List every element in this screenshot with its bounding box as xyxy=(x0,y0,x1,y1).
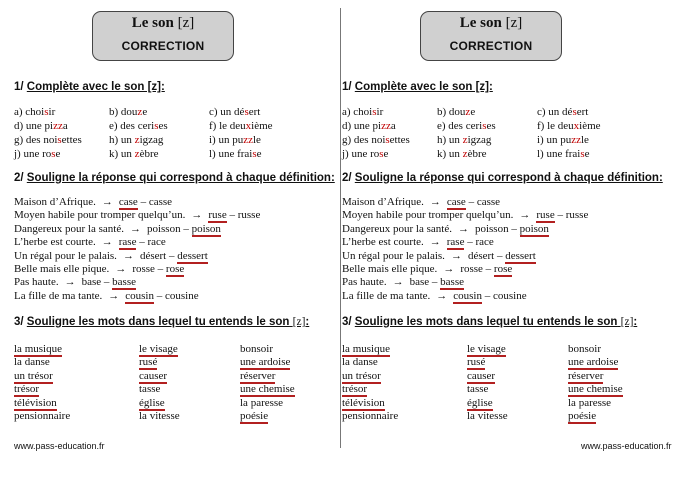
item-prefix: d) une pi xyxy=(342,120,382,132)
item-answer: s xyxy=(379,148,384,160)
ex1-item xyxy=(437,134,491,147)
word: télévision xyxy=(14,396,57,409)
item-suffix: a xyxy=(390,120,396,132)
arrow-icon: → xyxy=(436,289,448,302)
choice-b: race xyxy=(475,236,494,249)
item-answer: s xyxy=(154,120,159,132)
choice-b: cousine xyxy=(493,289,527,302)
item-suffix: e xyxy=(55,148,61,160)
choice-b: russe xyxy=(237,209,261,222)
item-answer: s xyxy=(572,106,577,118)
exercise-number: 3/ xyxy=(14,316,24,328)
word-item xyxy=(568,356,618,369)
choice-a: ruse xyxy=(208,209,227,222)
definition-text: L’herbe est courte. xyxy=(342,236,424,249)
word-item xyxy=(568,383,623,396)
instruction-ipa: [z] xyxy=(292,316,306,328)
choice-b: rose xyxy=(493,263,513,275)
definition-line: Belle mais elle pique. → rosse – rose xyxy=(14,263,185,275)
item-prefix: j) une ro xyxy=(342,148,380,160)
definition-text: Pas haute. xyxy=(14,276,59,289)
item-suffix: e xyxy=(383,148,389,160)
item-prefix: e) des ceri xyxy=(109,120,155,132)
word-item xyxy=(467,343,506,356)
header-box xyxy=(420,11,562,61)
ex1-item xyxy=(14,148,60,161)
choice-b: poison xyxy=(519,222,549,235)
word-item xyxy=(139,383,160,396)
definition-text: Pas haute. xyxy=(342,276,387,289)
definition-line: Moyen habile pour tromper quelqu’un. → ruse – russe xyxy=(14,209,261,222)
definition-line: Maison d’Afrique. → case – casse xyxy=(342,196,501,208)
definition-text: Maison d’Afrique. xyxy=(342,196,424,208)
ex1-item xyxy=(342,120,396,133)
ex1-item xyxy=(109,106,147,119)
exercise-3-title xyxy=(342,316,637,328)
choice-b: casse xyxy=(148,196,173,208)
word-item xyxy=(139,397,165,410)
ex1-item xyxy=(342,148,388,161)
item-suffix: ir xyxy=(376,106,384,118)
choice-a: désert xyxy=(467,249,495,262)
title-text: Le son xyxy=(131,15,174,31)
title-ipa: [z] xyxy=(505,15,523,31)
word: bonsoir xyxy=(240,343,273,355)
item-suffix: e xyxy=(142,106,148,118)
word: poésie xyxy=(240,410,269,422)
word: une ardoise xyxy=(240,356,291,369)
arrow-icon: → xyxy=(129,222,141,235)
word-item xyxy=(14,343,62,356)
item-answer: zz xyxy=(571,134,581,146)
item-prefix: f) le deu xyxy=(537,120,574,132)
ex1-item xyxy=(537,134,589,147)
item-prefix: h) un xyxy=(109,134,135,146)
item-answer: s xyxy=(44,106,49,118)
word: une chemise xyxy=(240,383,295,396)
word-item xyxy=(240,410,268,423)
choice-b: poison xyxy=(191,222,221,235)
word-item xyxy=(342,370,381,383)
instruction-colon: : xyxy=(305,316,310,328)
word-item xyxy=(139,356,157,369)
choice-a: rase xyxy=(446,236,465,249)
definition-text: Un régal pour le palais. xyxy=(14,249,117,262)
choice-a: base xyxy=(409,276,430,289)
word: pensionnaire xyxy=(14,410,71,422)
exercise-number: 1/ xyxy=(14,81,24,93)
item-answer: s xyxy=(385,134,390,146)
item-suffix: e xyxy=(256,148,262,160)
choice-a: rosse xyxy=(460,263,483,275)
item-prefix: b) dou xyxy=(437,106,466,118)
definition-line: L’herbe est courte. → rase – race xyxy=(14,236,166,249)
item-suffix: ième xyxy=(251,120,273,132)
ex1-item xyxy=(109,120,168,133)
choice-b: basse xyxy=(440,276,464,289)
item-answer: s xyxy=(244,106,249,118)
arrow-icon: → xyxy=(519,209,531,222)
definition-line: La fille de ma tante. → cousin – cousine xyxy=(14,289,199,302)
item-answer: s xyxy=(51,148,56,160)
page-title xyxy=(93,16,233,31)
definition-text: La fille de ma tante. xyxy=(342,289,431,302)
footer-url: www.pass-education.fr xyxy=(14,441,105,451)
title-ipa: [z] xyxy=(177,15,195,31)
worksheet-right xyxy=(328,0,668,480)
choice-b: race xyxy=(147,236,166,249)
arrow-icon: → xyxy=(392,276,404,289)
item-answer: z xyxy=(137,106,143,118)
word: le visage xyxy=(467,343,506,355)
word-item xyxy=(139,343,178,356)
word: rusé xyxy=(467,356,486,369)
definition-text: Belle mais elle pique. xyxy=(14,263,110,275)
arrow-icon: → xyxy=(115,263,127,275)
exercise-number: 2/ xyxy=(14,172,24,184)
item-prefix: j) une ro xyxy=(14,148,52,160)
definition-line: Dangereux pour la santé. → poisson – poison xyxy=(342,222,549,235)
exercise-2-title xyxy=(14,172,335,184)
item-suffix: ert xyxy=(576,106,589,118)
word-item xyxy=(568,370,603,383)
definition-line: Un régal pour le palais. → désert – dessert xyxy=(14,249,208,262)
word: poésie xyxy=(568,410,597,422)
item-prefix: b) dou xyxy=(109,106,138,118)
item-answer: s xyxy=(252,148,257,160)
definition-text: Moyen habile pour tromper quelqu’un. xyxy=(342,209,514,222)
arrow-icon: → xyxy=(429,196,441,208)
item-prefix: d) une pi xyxy=(14,120,54,132)
word-item xyxy=(342,410,398,423)
word-item xyxy=(467,383,488,396)
exercise-instruction: Souligne la réponse qui correspond à chaque définition: xyxy=(354,172,663,184)
choice-b: cousine xyxy=(165,289,199,302)
choice-b: basse xyxy=(112,276,136,289)
item-answer: z xyxy=(465,106,471,118)
word: bonsoir xyxy=(568,343,601,355)
instruction-text: Souligne les mots dans lequel tu entends le son xyxy=(354,316,618,328)
arrow-icon: → xyxy=(457,222,469,235)
word: tasse xyxy=(467,383,489,396)
item-suffix: ième xyxy=(579,120,601,132)
definition-text: L’herbe est courte. xyxy=(14,236,96,249)
arrow-icon: → xyxy=(101,196,113,208)
definition-text: Un régal pour le palais. xyxy=(342,249,445,262)
item-prefix: i) un pu xyxy=(537,134,572,146)
choice-b: dessert xyxy=(505,249,536,262)
choice-a: rase xyxy=(118,236,137,249)
item-answer: z xyxy=(134,148,140,160)
choice-b: dessert xyxy=(177,249,208,262)
exercise-1-title xyxy=(342,81,493,93)
item-answer: x xyxy=(245,120,252,132)
word-item xyxy=(342,397,385,410)
word-item xyxy=(14,410,70,423)
item-prefix: l) une frai xyxy=(537,148,581,160)
arrow-icon: → xyxy=(443,263,455,275)
item-answer: z xyxy=(134,134,140,146)
word: rusé xyxy=(139,356,158,369)
ex1-item xyxy=(537,148,590,161)
word-item xyxy=(568,343,601,356)
item-suffix: e xyxy=(470,106,476,118)
definition-text: Dangereux pour la santé. xyxy=(14,222,124,235)
word-item xyxy=(240,397,283,410)
word-item xyxy=(342,356,378,369)
instruction-text: Souligne les mots dans lequel tu entends le son xyxy=(26,316,290,328)
word: la vitesse xyxy=(467,410,508,422)
exercise-number: 2/ xyxy=(342,172,352,184)
item-prefix: k) un xyxy=(109,148,135,160)
choice-a: poisson xyxy=(146,222,181,235)
word-item xyxy=(14,397,57,410)
word: la vitesse xyxy=(139,410,180,422)
ex1-item xyxy=(537,106,588,119)
word: la danse xyxy=(342,356,378,369)
word-item xyxy=(467,410,508,423)
item-suffix: igzag xyxy=(139,134,164,146)
word-item xyxy=(240,370,275,383)
exercise-1-title xyxy=(14,81,165,93)
word: église xyxy=(139,396,165,409)
item-prefix: i) un pu xyxy=(209,134,244,146)
item-suffix: èbre xyxy=(139,148,159,160)
item-answer: zz xyxy=(53,120,63,132)
word: la paresse xyxy=(568,396,612,409)
word-item xyxy=(139,370,167,383)
item-prefix: l) une frai xyxy=(209,148,253,160)
arrow-icon: → xyxy=(122,249,134,262)
header-box xyxy=(92,11,234,61)
choice-b: casse xyxy=(476,196,501,208)
definition-line: L’herbe est courte. → rase – race xyxy=(342,236,494,249)
word-item xyxy=(568,397,611,410)
definition-line: Maison d’Afrique. → case – casse xyxy=(14,196,173,208)
word: la musique xyxy=(14,343,62,355)
word: une ardoise xyxy=(568,356,619,369)
word: trésor xyxy=(14,383,40,396)
choice-a: ruse xyxy=(536,209,555,222)
choice-b: russe xyxy=(565,209,589,222)
word: église xyxy=(467,396,493,409)
choice-a: désert xyxy=(139,249,167,262)
word: une chemise xyxy=(568,383,623,396)
definition-line: Pas haute. → base – basse xyxy=(14,276,136,289)
ex1-item xyxy=(437,120,496,133)
word-item xyxy=(342,343,390,356)
item-answer: s xyxy=(482,120,487,132)
ex1-item xyxy=(109,134,163,147)
ex1-item xyxy=(209,106,260,119)
item-answer: z xyxy=(462,134,468,146)
exercise-instruction: Complète avec le son [z]: xyxy=(354,81,493,93)
word-item xyxy=(467,356,485,369)
ex1-item xyxy=(14,120,68,133)
word-item xyxy=(240,356,290,369)
word-item xyxy=(14,370,53,383)
word-item xyxy=(14,356,50,369)
word: télévision xyxy=(342,396,385,409)
word: causer xyxy=(139,369,168,382)
ex1-item xyxy=(209,134,261,147)
item-suffix: ettes xyxy=(389,134,410,146)
ex1-item xyxy=(209,148,262,161)
definition-line: Un régal pour le palais. → désert – dessert xyxy=(342,249,536,262)
item-answer: s xyxy=(580,148,585,160)
exercise-instruction: Complète avec le son [z]: xyxy=(26,81,165,93)
item-answer: s xyxy=(57,134,62,146)
word: réserver xyxy=(568,369,604,382)
item-suffix: èbre xyxy=(467,148,487,160)
word: le visage xyxy=(139,343,178,355)
item-answer: zz xyxy=(243,134,253,146)
item-answer: x xyxy=(573,120,580,132)
item-answer: zz xyxy=(381,120,391,132)
item-suffix: le xyxy=(581,134,589,146)
ex1-item xyxy=(14,106,55,119)
choice-a: cousin xyxy=(453,289,482,302)
exercise-instruction: Souligne la réponse qui correspond à chaque définition: xyxy=(26,172,335,184)
ex1-item xyxy=(342,106,383,119)
word: pensionnaire xyxy=(342,410,399,422)
item-answer: s xyxy=(372,106,377,118)
item-suffix: e xyxy=(584,148,590,160)
choice-a: poisson xyxy=(474,222,509,235)
word-item xyxy=(240,343,273,356)
word: tasse xyxy=(139,383,161,396)
word: la danse xyxy=(14,356,50,369)
item-suffix: es xyxy=(486,120,496,132)
ex1-item xyxy=(437,148,487,161)
item-prefix: a) choi xyxy=(14,106,45,118)
page-title xyxy=(421,16,561,31)
definition-line: Dangereux pour la santé. → poisson – poison xyxy=(14,222,221,235)
definition-line: Belle mais elle pique. → rosse – rose xyxy=(342,263,513,275)
choice-b: rose xyxy=(165,263,185,275)
instruction-ipa: [z] xyxy=(620,316,634,328)
exercise-number: 3/ xyxy=(342,316,352,328)
arrow-icon: → xyxy=(108,289,120,302)
item-suffix: igzag xyxy=(467,134,492,146)
word: la paresse xyxy=(240,396,284,409)
word-item xyxy=(342,383,367,396)
exercise-instruction xyxy=(27,316,309,328)
item-prefix: c) un dé xyxy=(537,106,573,118)
item-prefix: g) des noi xyxy=(14,134,58,146)
item-prefix: c) un dé xyxy=(209,106,245,118)
exercise-instruction xyxy=(355,316,637,328)
item-prefix: h) un xyxy=(437,134,463,146)
word: la musique xyxy=(342,343,390,355)
page-subtitle: CORRECTION xyxy=(449,39,533,53)
choice-a: case xyxy=(446,196,466,208)
item-prefix: k) un xyxy=(437,148,463,160)
word-item xyxy=(14,383,39,396)
item-suffix: ir xyxy=(48,106,56,118)
item-suffix: le xyxy=(253,134,261,146)
definition-text: Moyen habile pour tromper quelqu’un. xyxy=(14,209,186,222)
ex1-item xyxy=(109,148,159,161)
item-prefix: f) le deu xyxy=(209,120,246,132)
item-suffix: ert xyxy=(248,106,261,118)
word-item xyxy=(467,370,495,383)
word-item xyxy=(139,410,180,423)
definition-text: Belle mais elle pique. xyxy=(342,263,438,275)
arrow-icon: → xyxy=(450,249,462,262)
exercise-number: 1/ xyxy=(342,81,352,93)
item-answer: z xyxy=(462,148,468,160)
choice-a: cousin xyxy=(125,289,154,302)
choice-a: rosse xyxy=(132,263,155,275)
ex1-item xyxy=(14,134,82,147)
arrow-icon: → xyxy=(429,236,441,249)
ex1-item xyxy=(437,106,475,119)
ex1-item xyxy=(342,134,410,147)
definition-text: La fille de ma tante. xyxy=(14,289,103,302)
exercise-3-title xyxy=(14,316,309,328)
footer-url: www.pass-education.fr xyxy=(581,441,672,451)
word: réserver xyxy=(240,369,276,382)
instruction-colon: : xyxy=(633,316,638,328)
definition-line: La fille de ma tante. → cousin – cousine xyxy=(342,289,527,302)
word: causer xyxy=(467,369,496,382)
word: un trésor xyxy=(14,369,53,382)
word: un trésor xyxy=(342,369,381,382)
title-text: Le son xyxy=(459,15,502,31)
definition-line: Pas haute. → base – basse xyxy=(342,276,464,289)
arrow-icon: → xyxy=(101,236,113,249)
arrow-icon: → xyxy=(64,276,76,289)
word-item xyxy=(568,410,596,423)
item-suffix: a xyxy=(62,120,68,132)
item-prefix: e) des ceri xyxy=(437,120,483,132)
page-subtitle: CORRECTION xyxy=(121,39,205,53)
item-prefix: g) des noi xyxy=(342,134,386,146)
word: trésor xyxy=(342,383,368,396)
item-suffix: es xyxy=(158,120,168,132)
ex1-item xyxy=(537,120,601,133)
item-prefix: a) choi xyxy=(342,106,373,118)
ex1-item xyxy=(209,120,273,133)
item-suffix: ettes xyxy=(61,134,82,146)
word-item xyxy=(467,397,493,410)
word-item xyxy=(240,383,295,396)
exercise-2-title xyxy=(342,172,663,184)
choice-a: base xyxy=(81,276,102,289)
definition-text: Dangereux pour la santé. xyxy=(342,222,452,235)
definition-line: Moyen habile pour tromper quelqu’un. → ruse – russe xyxy=(342,209,589,222)
arrow-icon: → xyxy=(191,209,203,222)
choice-a: case xyxy=(118,196,138,208)
definition-text: Maison d’Afrique. xyxy=(14,196,96,208)
